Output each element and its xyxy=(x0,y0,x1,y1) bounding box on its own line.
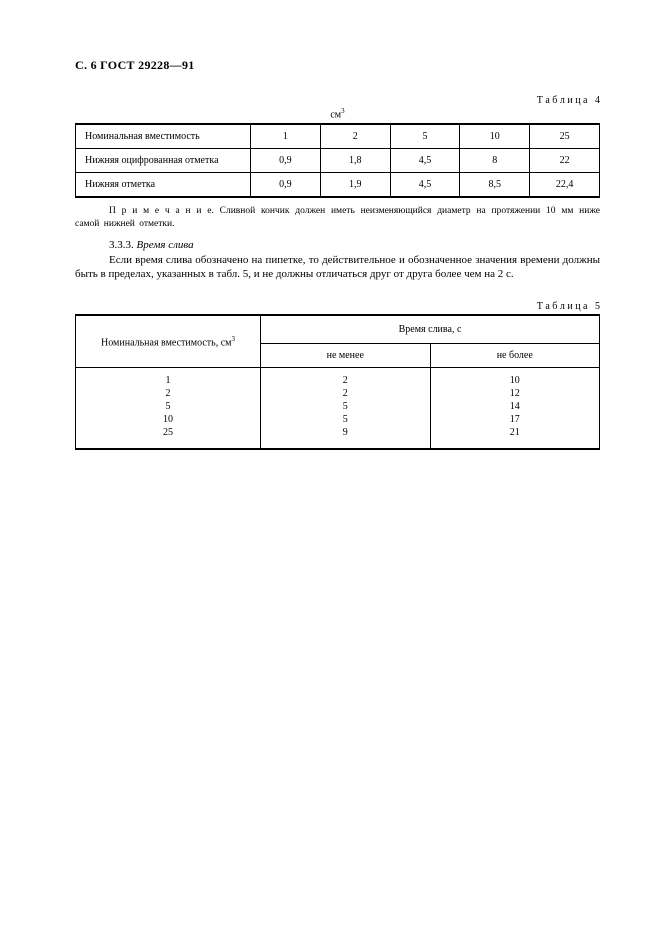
table4-unit-sup: 3 xyxy=(341,107,345,115)
table-row xyxy=(76,426,600,449)
table5-group-header: Время слива, с xyxy=(261,315,600,343)
note-label: П р и м е ч а н и е. xyxy=(109,206,220,217)
table-cell: 1 xyxy=(251,124,321,149)
table-cell: Нижняя оцифрованная отметка xyxy=(76,149,251,173)
table5-caption: Т а б л и ц а 5 xyxy=(536,301,600,313)
table-cell: 5 xyxy=(261,400,431,413)
table5-col1-header-sup: 3 xyxy=(231,334,235,343)
table-row xyxy=(76,400,600,413)
table-cell: 2 xyxy=(320,124,390,149)
table-cell: 25 xyxy=(530,124,600,149)
table-row xyxy=(76,149,600,173)
table4 xyxy=(75,123,600,198)
table-cell: 4,5 xyxy=(390,149,460,173)
table-cell: 2 xyxy=(261,387,431,400)
table-cell: 25 xyxy=(76,426,261,449)
table-row xyxy=(76,173,600,198)
table5-col1-header-text: Номинальная вместимость, см xyxy=(101,337,232,349)
section-number: 3.3.3. xyxy=(109,239,137,252)
table-cell: 14 xyxy=(430,400,600,413)
table-cell: Нижняя отметка xyxy=(76,173,251,198)
table-cell: 17 xyxy=(430,413,600,426)
table-row xyxy=(76,124,600,149)
table-cell: 10 xyxy=(460,124,530,149)
table5-subheader: не более xyxy=(430,343,600,367)
table-row xyxy=(76,315,600,343)
section-paragraph: Если время слива обозначено на пипетке, то действительное и обозначенное значения времени должны быть в пределах, указанных в табл. 5, и не должны отличаться друг от друга более чем на 2 с. xyxy=(75,254,600,281)
table-cell: 5 xyxy=(261,413,431,426)
table5-col1-header xyxy=(76,315,261,367)
table-cell: 2 xyxy=(76,387,261,400)
section-heading xyxy=(75,239,600,251)
note-text: Сливной кончик должен иметь неизменяющийся диаметр на протяжении 10 мм ниже самой нижней отметки. xyxy=(75,206,600,229)
table4-caption: Т а б л и ц а 4 xyxy=(536,95,600,106)
table-cell: 1,8 xyxy=(320,149,390,173)
table4-unit xyxy=(75,107,600,120)
table-cell: 0,9 xyxy=(251,149,321,173)
page-header: С. 6 ГОСТ 29228—91 xyxy=(75,58,195,72)
section-title: Время слива xyxy=(136,239,194,252)
table-cell: 1,9 xyxy=(320,173,390,198)
table-cell: 5 xyxy=(76,400,261,413)
table-cell: 12 xyxy=(430,387,600,400)
table-cell: 8,5 xyxy=(460,173,530,198)
table4-unit-text: см xyxy=(330,109,342,121)
table-cell: 0,9 xyxy=(251,173,321,198)
table-cell: 9 xyxy=(261,426,431,449)
table-cell: 4,5 xyxy=(390,173,460,198)
table-cell: 1 xyxy=(76,367,261,387)
page-content xyxy=(75,58,600,450)
table4-note xyxy=(75,205,600,230)
table5 xyxy=(75,314,600,450)
table-cell: Номинальная вместимость xyxy=(76,124,251,149)
table-cell: 5 xyxy=(390,124,460,149)
table-cell: 10 xyxy=(430,367,600,387)
table-row xyxy=(76,387,600,400)
table-row xyxy=(76,413,600,426)
table5-subheader: не менее xyxy=(261,343,431,367)
table-cell: 2 xyxy=(261,367,431,387)
table-cell: 22,4 xyxy=(530,173,600,198)
table-cell: 22 xyxy=(530,149,600,173)
table-cell: 8 xyxy=(460,149,530,173)
table-row xyxy=(76,367,600,387)
table-cell: 10 xyxy=(76,413,261,426)
table-cell: 21 xyxy=(430,426,600,449)
